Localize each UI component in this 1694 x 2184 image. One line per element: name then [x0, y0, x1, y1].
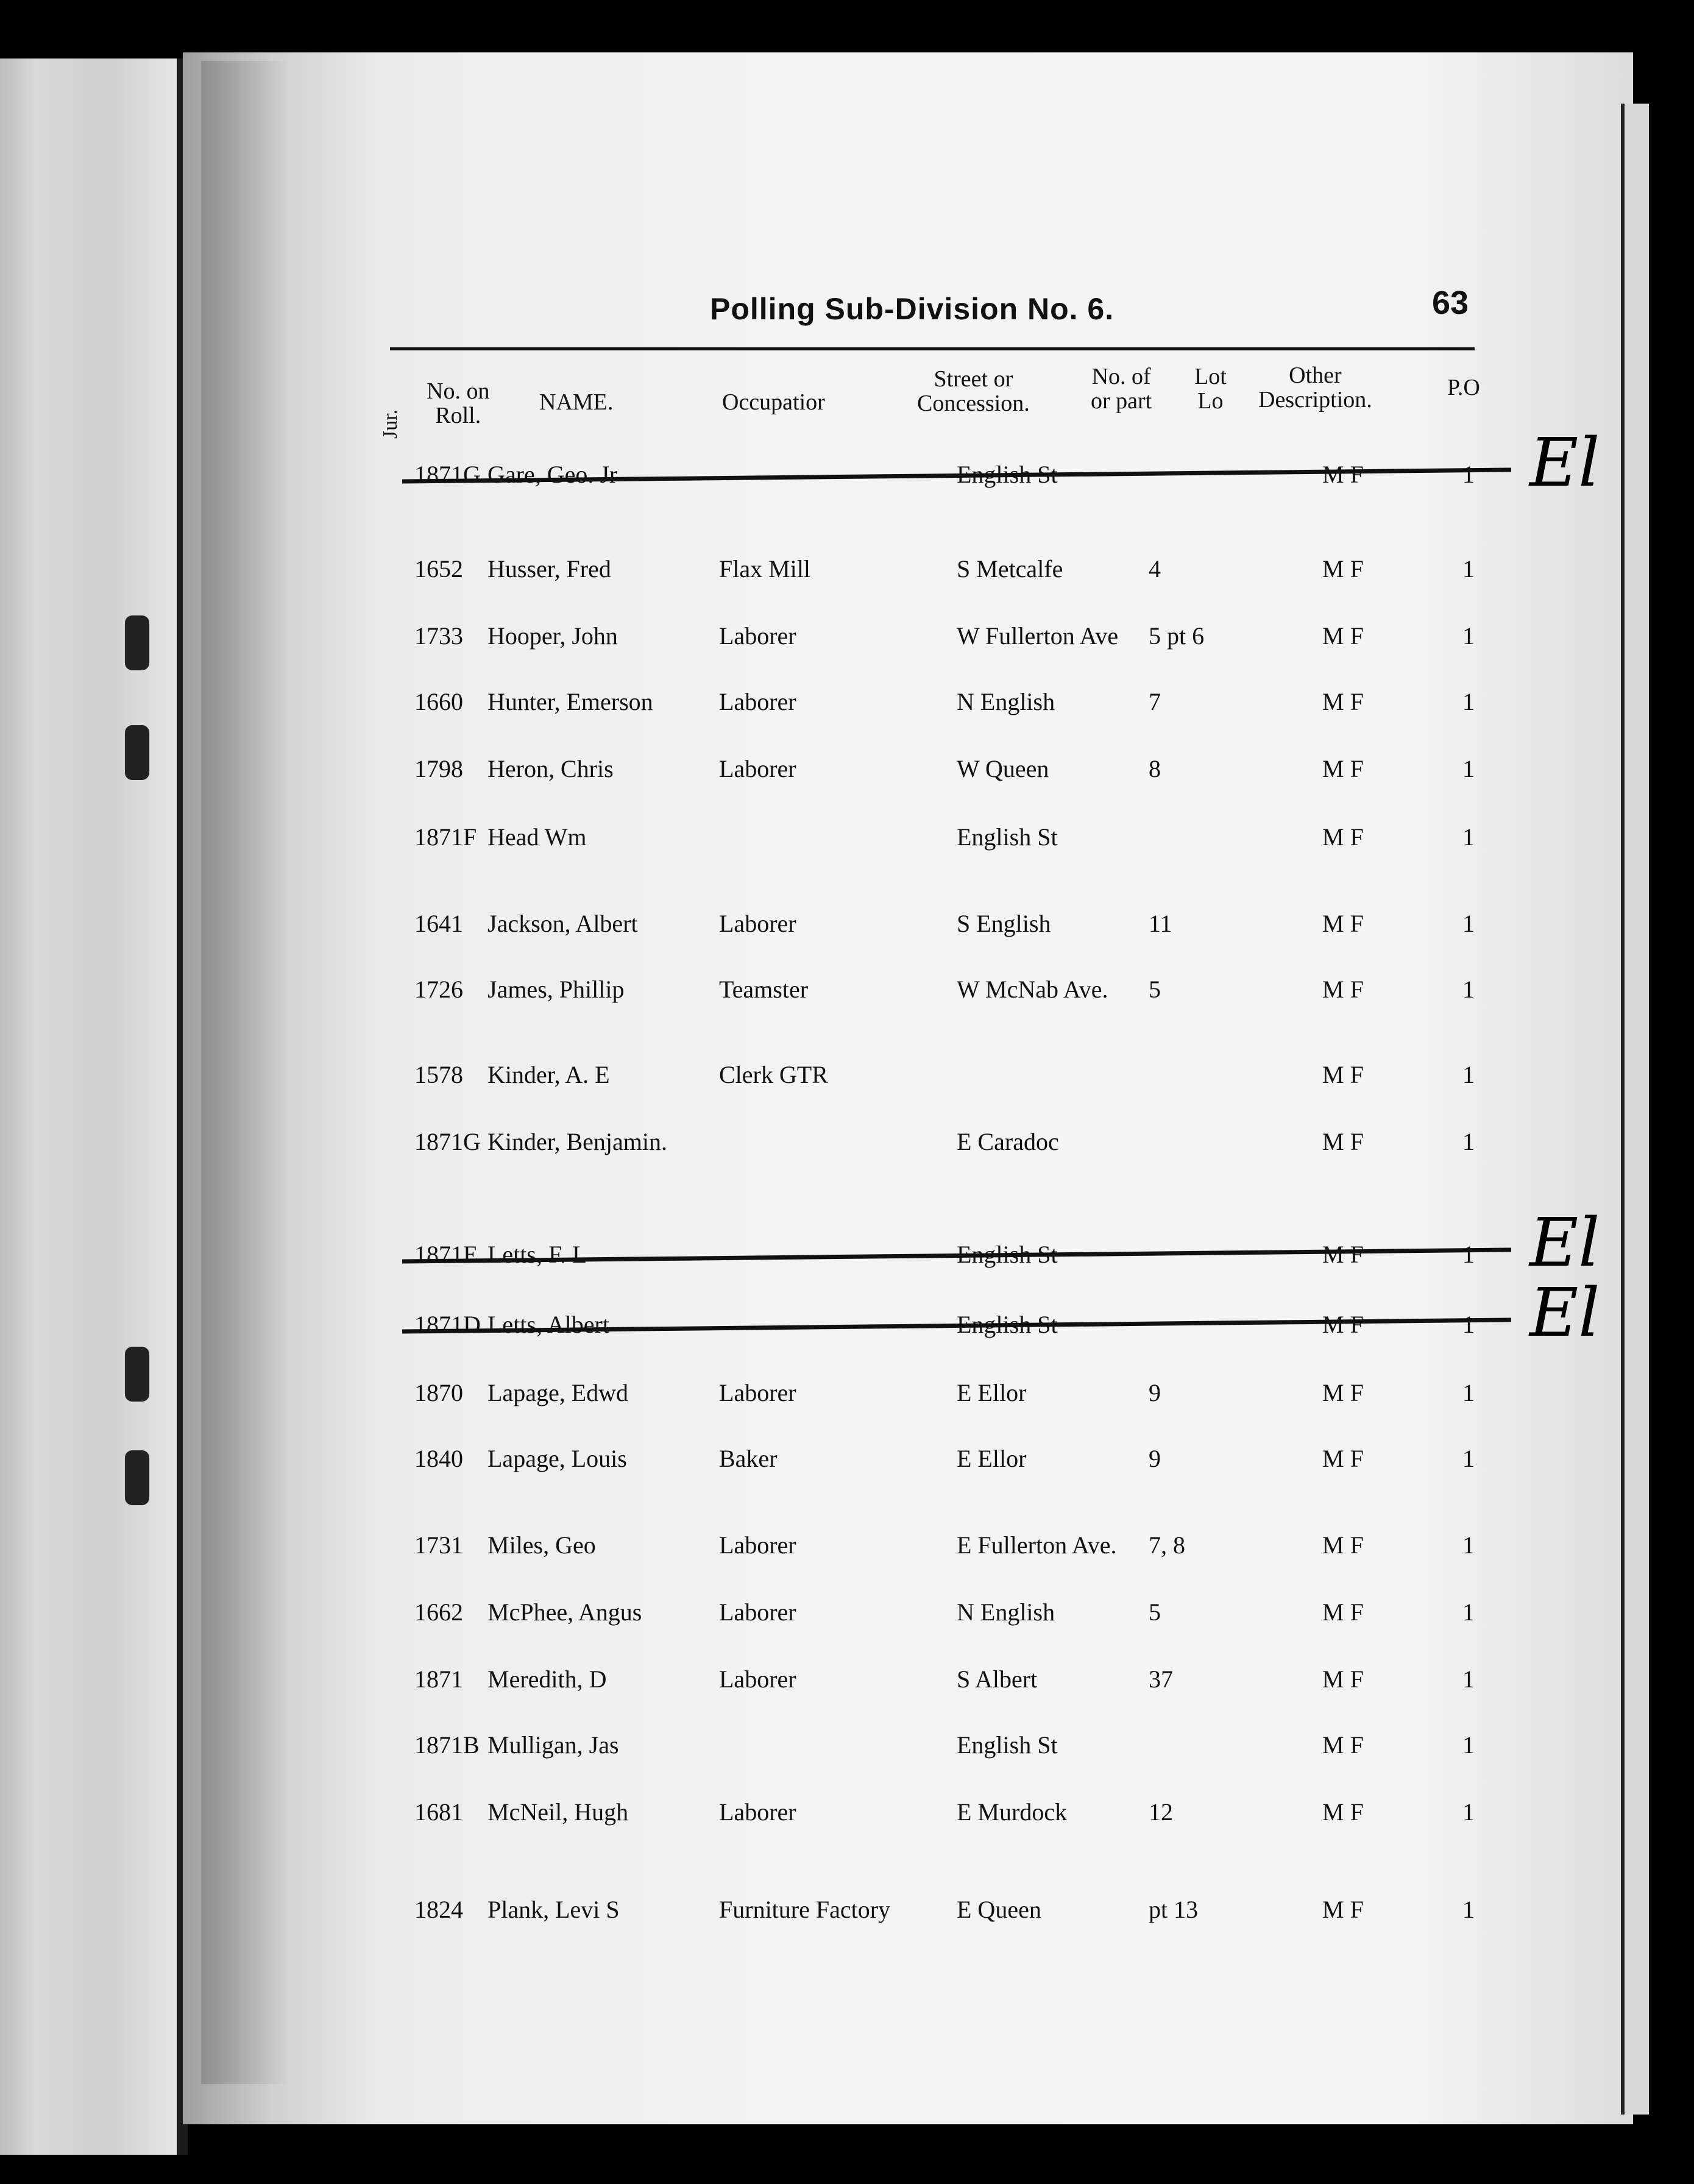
- voter-name: Gare, Geo. Jr: [487, 461, 618, 488]
- lot-number: 5: [1149, 1598, 1161, 1626]
- voter-name: Husser, Fred: [487, 555, 611, 583]
- post-office: 1: [1462, 1379, 1475, 1406]
- voter-name: Kinder, A. E: [487, 1061, 610, 1088]
- page-title: Polling Sub-Division No. 6.: [710, 292, 1115, 326]
- table-row: [414, 754, 1487, 791]
- other-description: M F: [1322, 1311, 1364, 1338]
- occupation: Flax Mill: [719, 555, 811, 583]
- table-row: [414, 1895, 1487, 1932]
- post-office: 1: [1462, 1445, 1475, 1472]
- occupation: Laborer: [719, 1531, 796, 1559]
- col-roll: No. on Roll.: [427, 378, 490, 428]
- handwritten-mark: El: [1529, 1204, 1600, 1282]
- post-office: 1: [1462, 1241, 1475, 1268]
- occupation: Laborer: [719, 755, 796, 782]
- binding-hole: [125, 1347, 149, 1402]
- street: E Ellor: [957, 1445, 1027, 1472]
- roll-number: 1578: [414, 1061, 463, 1088]
- post-office: 1: [1462, 1665, 1475, 1693]
- lot-number: 9: [1149, 1379, 1161, 1406]
- roll-number: 1871F: [414, 823, 477, 851]
- voter-name: McNeil, Hugh: [487, 1798, 629, 1826]
- roll-number: 1733: [414, 622, 463, 650]
- roll-number: 1726: [414, 976, 463, 1003]
- other-description: M F: [1322, 1061, 1364, 1088]
- table-row: [414, 1798, 1487, 1834]
- roll-number: 1824: [414, 1896, 463, 1923]
- lot-number: 7, 8: [1149, 1531, 1185, 1559]
- table-row: [414, 1665, 1487, 1701]
- table-row: [414, 424, 1600, 502]
- header-rule: [390, 347, 1475, 350]
- voter-name: Letts, F. L: [487, 1241, 587, 1268]
- roll-number: 1660: [414, 688, 463, 715]
- book-spine: [0, 58, 177, 2155]
- table-row: [414, 1127, 1487, 1164]
- street: E Caradoc: [957, 1128, 1059, 1155]
- voter-name: Miles, Geo: [487, 1531, 596, 1559]
- col-other-description: Other Description.: [1258, 363, 1372, 413]
- post-office: 1: [1462, 555, 1475, 583]
- voter-name: Hunter, Emerson: [487, 688, 653, 715]
- other-description: M F: [1322, 1128, 1364, 1155]
- table-row: [414, 687, 1487, 724]
- voter-name: Letts, Albert: [487, 1311, 609, 1338]
- voter-name: Lapage, Louis: [487, 1445, 627, 1472]
- col-occupation: Occupatior: [722, 389, 825, 415]
- occupation: Laborer: [719, 1798, 796, 1826]
- table-row: [414, 1204, 1600, 1282]
- water-stain: [201, 61, 286, 2084]
- street: W Queen: [957, 755, 1049, 782]
- col-no-part: No. of or part: [1091, 364, 1152, 414]
- post-office: 1: [1462, 1128, 1475, 1155]
- roll-number: 1871B: [414, 1731, 480, 1759]
- roll-number: 1641: [414, 910, 463, 937]
- occupation: Furniture Factory: [719, 1896, 891, 1923]
- other-description: M F: [1322, 823, 1364, 851]
- voter-name: Head Wm: [487, 823, 587, 851]
- other-description: M F: [1322, 1798, 1364, 1826]
- roll-number: 1840: [414, 1445, 463, 1472]
- post-office: 1: [1462, 1598, 1475, 1626]
- table-row: [414, 1378, 1487, 1415]
- page-edge: [1621, 104, 1649, 2115]
- roll-number: 1871G: [414, 1128, 481, 1155]
- post-office: 1: [1462, 1311, 1475, 1338]
- voter-name: Hooper, John: [487, 622, 618, 650]
- other-description: M F: [1322, 1531, 1364, 1559]
- table-row: [414, 1598, 1487, 1634]
- roll-number: 1871: [414, 1665, 463, 1693]
- street: English St: [957, 823, 1058, 851]
- occupation: Clerk GTR: [719, 1061, 828, 1088]
- table-row: [414, 823, 1487, 859]
- other-description: M F: [1322, 555, 1364, 583]
- voter-name: Kinder, Benjamin.: [487, 1128, 667, 1155]
- lot-number: pt 13: [1149, 1896, 1199, 1923]
- table-row: [414, 1731, 1487, 1767]
- post-office: 1: [1462, 823, 1475, 851]
- other-description: M F: [1322, 688, 1364, 715]
- post-office: 1: [1462, 1731, 1475, 1759]
- other-description: M F: [1322, 461, 1364, 488]
- roll-number: 1871D: [414, 1311, 481, 1338]
- table-row: [414, 975, 1487, 1012]
- street: E Queen: [957, 1896, 1041, 1923]
- post-office: 1: [1462, 1061, 1475, 1088]
- voter-name: Lapage, Edwd: [487, 1379, 629, 1406]
- roll-number: 1871E: [414, 1241, 478, 1268]
- lot-number: 5: [1149, 976, 1161, 1003]
- other-description: M F: [1322, 910, 1364, 937]
- post-office: 1: [1462, 1798, 1475, 1826]
- roll-number: 1731: [414, 1531, 463, 1559]
- occupation: Laborer: [719, 688, 796, 715]
- voter-name: Jackson, Albert: [487, 910, 638, 937]
- other-description: M F: [1322, 622, 1364, 650]
- table-row: [414, 555, 1487, 591]
- other-description: M F: [1322, 1241, 1364, 1268]
- roll-number: 1681: [414, 1798, 463, 1826]
- col-name: NAME.: [539, 389, 614, 415]
- street: W Fullerton Ave: [957, 622, 1119, 650]
- lot-number: 37: [1149, 1665, 1173, 1693]
- lot-number: 12: [1149, 1798, 1173, 1826]
- occupation: Laborer: [719, 1379, 796, 1406]
- table-row: [414, 1444, 1487, 1481]
- binding-hole: [125, 615, 149, 670]
- table-row: [414, 1060, 1487, 1097]
- table-row: [414, 1531, 1487, 1567]
- binding-hole: [125, 725, 149, 780]
- col-street: Street or Concession.: [917, 366, 1030, 416]
- binding-hole: [125, 1450, 149, 1505]
- col-lot: Lot Lo: [1194, 364, 1227, 414]
- roll-number: 1798: [414, 755, 463, 782]
- post-office: 1: [1462, 688, 1475, 715]
- street: E Fullerton Ave.: [957, 1531, 1117, 1559]
- post-office: 1: [1462, 755, 1475, 782]
- occupation: Laborer: [719, 622, 796, 650]
- lot-number: 5 pt 6: [1149, 622, 1205, 650]
- post-office: 1: [1462, 461, 1475, 488]
- other-description: M F: [1322, 976, 1364, 1003]
- page-number: 63: [1432, 285, 1469, 321]
- occupation: Baker: [719, 1445, 778, 1472]
- street: S Albert: [957, 1665, 1038, 1693]
- other-description: M F: [1322, 1896, 1364, 1923]
- lot-number: 9: [1149, 1445, 1161, 1472]
- lot-number: 7: [1149, 688, 1161, 715]
- street: N English: [957, 1598, 1055, 1626]
- post-office: 1: [1462, 1896, 1475, 1923]
- lot-number: 11: [1149, 910, 1172, 937]
- occupation: Laborer: [719, 1598, 796, 1626]
- roll-number: 1870: [414, 1379, 463, 1406]
- lot-number: 8: [1149, 755, 1161, 782]
- other-description: M F: [1322, 755, 1364, 782]
- post-office: 1: [1462, 910, 1475, 937]
- street: English St: [957, 1731, 1058, 1759]
- voter-name: Meredith, D: [487, 1665, 607, 1693]
- voter-name: James, Phillip: [487, 976, 625, 1003]
- post-office: 1: [1462, 976, 1475, 1003]
- street: N English: [957, 688, 1055, 715]
- street: E Murdock: [957, 1798, 1068, 1826]
- occupation: Laborer: [719, 1665, 796, 1693]
- handwritten-mark: El: [1529, 424, 1600, 502]
- handwritten-mark: El: [1529, 1274, 1600, 1352]
- other-description: M F: [1322, 1665, 1364, 1693]
- other-description: M F: [1322, 1731, 1364, 1759]
- table-row: [414, 622, 1487, 658]
- street: S English: [957, 910, 1051, 937]
- voter-name: Heron, Chris: [487, 755, 614, 782]
- occupation: Teamster: [719, 976, 809, 1003]
- street: W McNab Ave.: [957, 976, 1108, 1003]
- table-row: [414, 909, 1487, 946]
- roll-number: 1662: [414, 1598, 463, 1626]
- other-description: M F: [1322, 1598, 1364, 1626]
- other-description: M F: [1322, 1379, 1364, 1406]
- lot-number: 4: [1149, 555, 1161, 583]
- post-office: 1: [1462, 622, 1475, 650]
- voter-name: McPhee, Angus: [487, 1598, 642, 1626]
- col-po: P.O: [1447, 375, 1480, 400]
- roll-number: 1871G: [414, 461, 481, 488]
- street: S Metcalfe: [957, 555, 1063, 583]
- post-office: 1: [1462, 1531, 1475, 1559]
- other-description: M F: [1322, 1445, 1364, 1472]
- col-jur: Jur.: [379, 409, 402, 439]
- street: E Ellor: [957, 1379, 1027, 1406]
- table-row: [414, 1274, 1600, 1352]
- roll-number: 1652: [414, 555, 463, 583]
- voter-name: Mulligan, Jas: [487, 1731, 619, 1759]
- voter-name: Plank, Levi S: [487, 1896, 620, 1923]
- occupation: Laborer: [719, 910, 796, 937]
